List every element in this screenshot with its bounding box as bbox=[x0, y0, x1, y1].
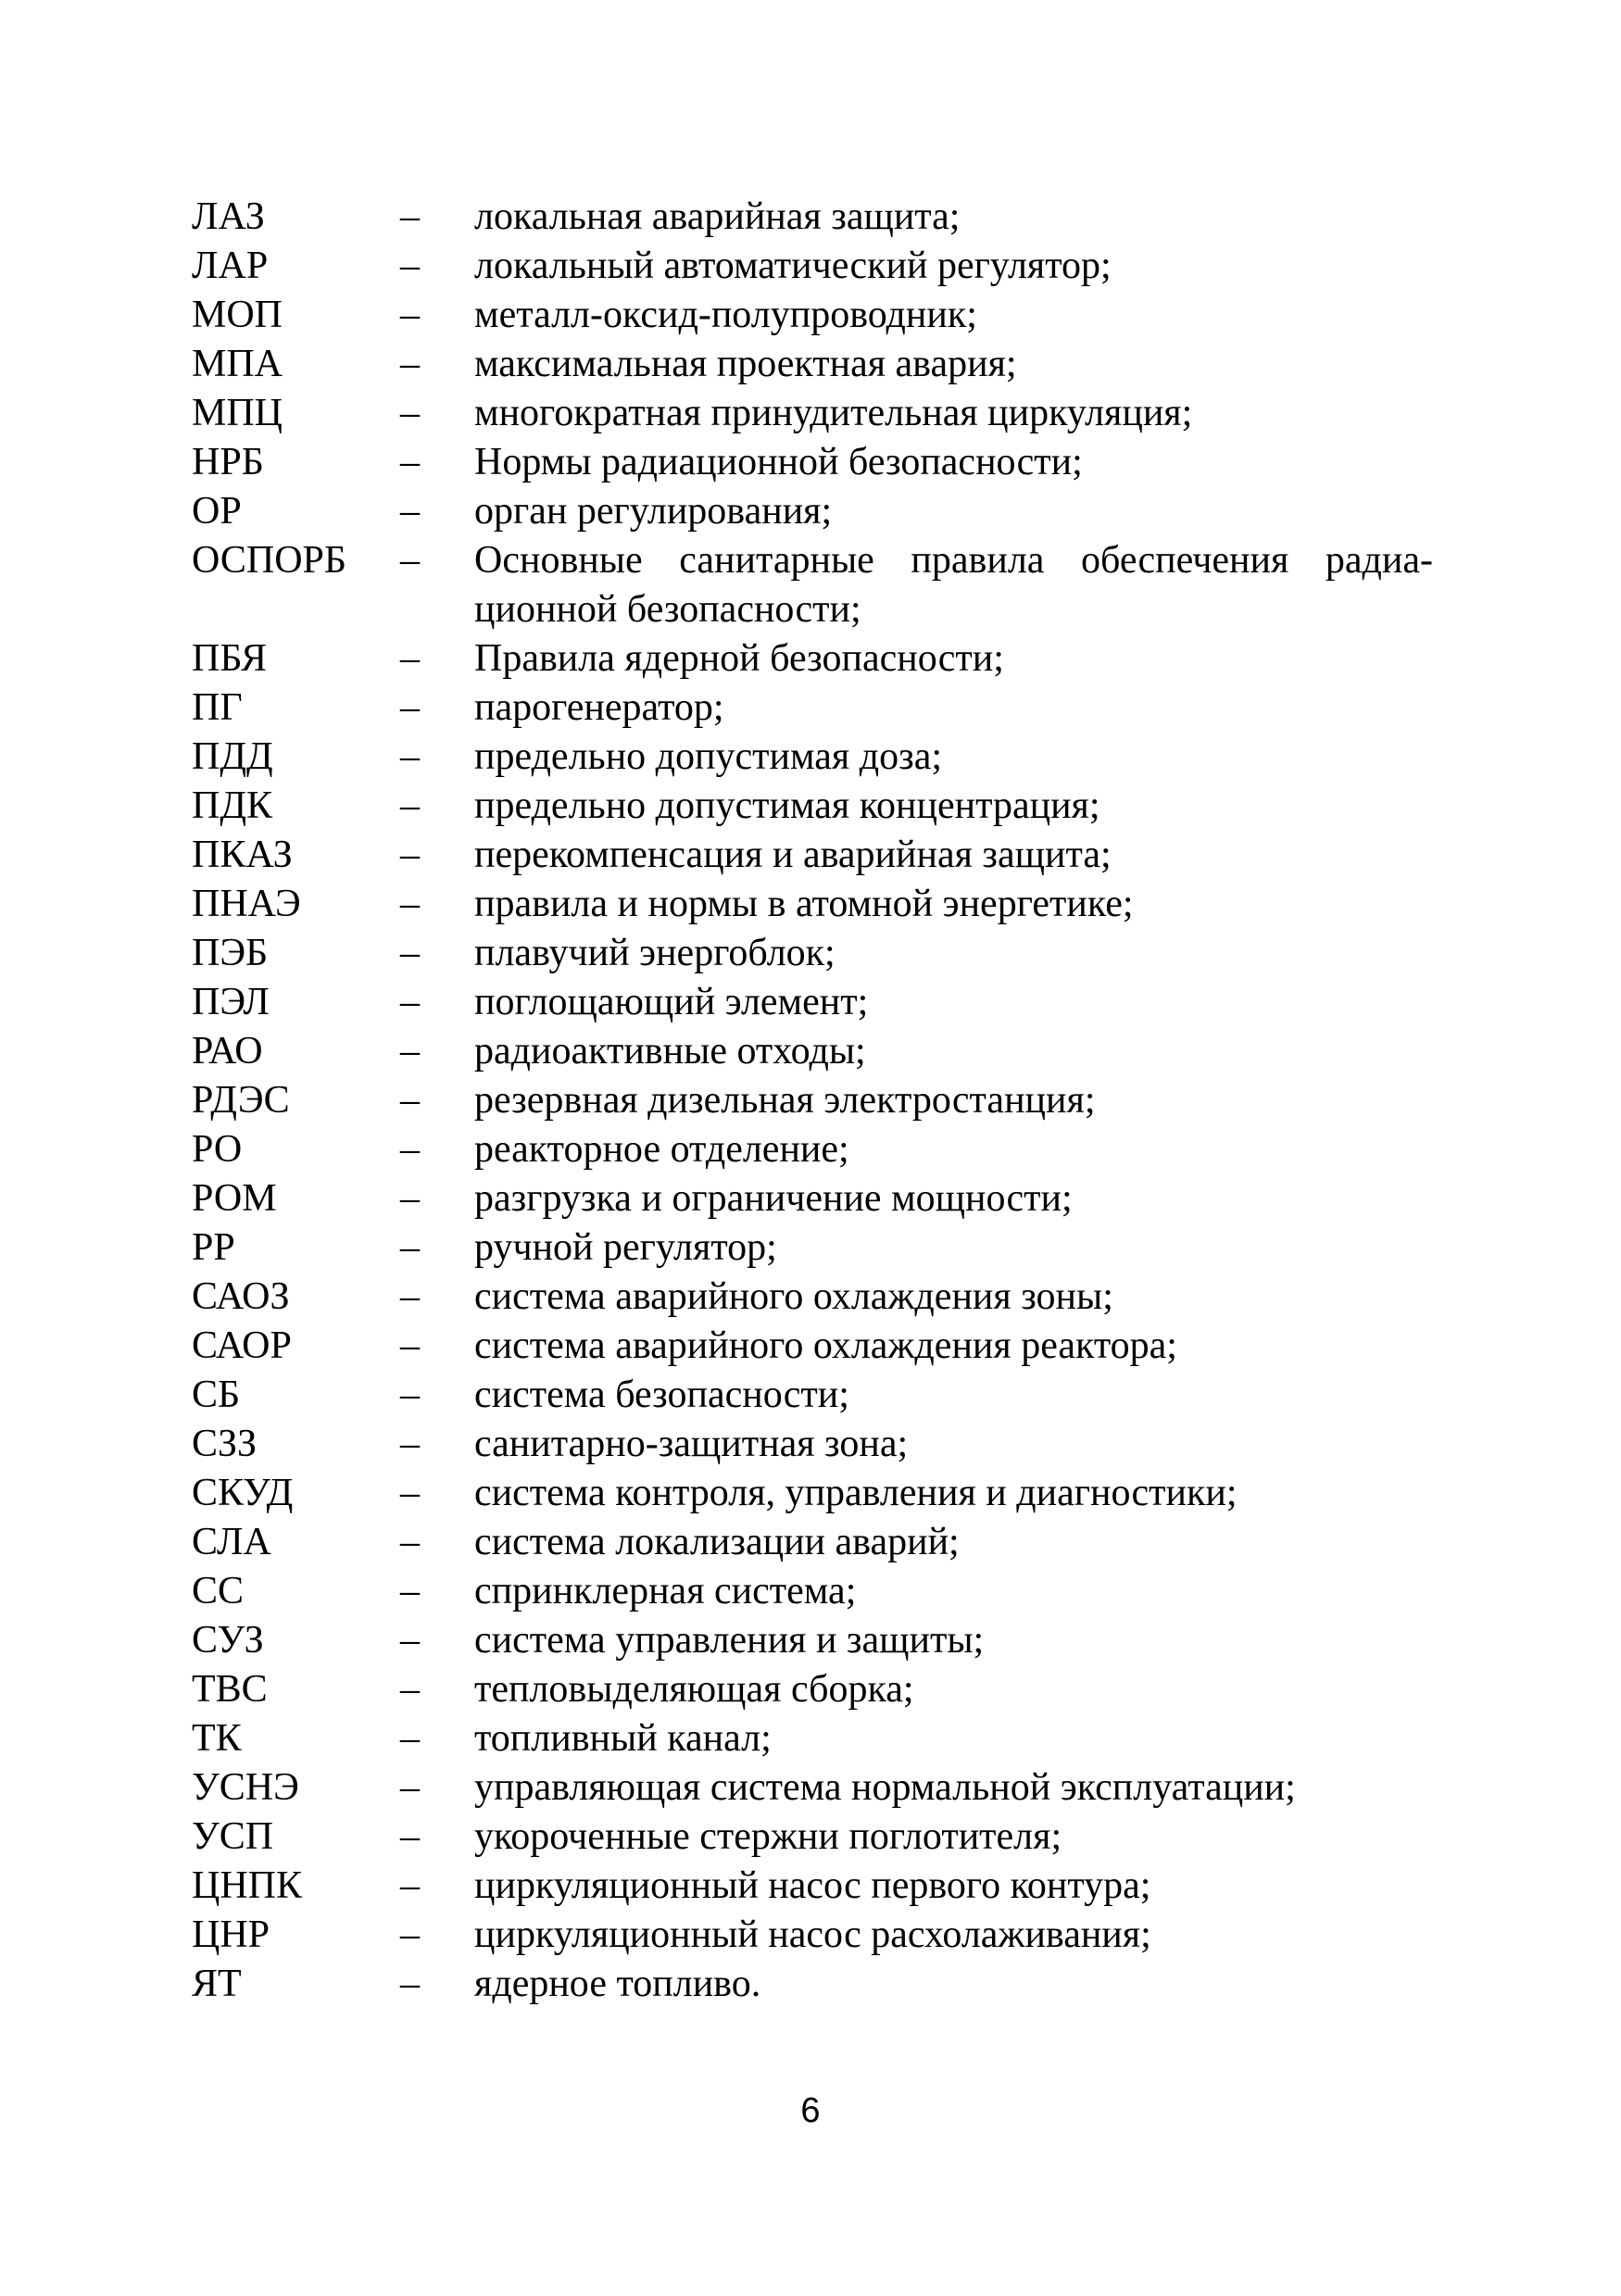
list-item bbox=[192, 929, 1433, 978]
list-item bbox=[192, 1714, 1433, 1763]
abbreviation-definition: резервная дизельная электростанция; bbox=[474, 1079, 1096, 1122]
list-item bbox=[192, 831, 1433, 880]
abbreviation-definition: система контроля, управления и диагностики; bbox=[474, 1472, 1238, 1514]
list-item bbox=[192, 1371, 1433, 1420]
abbreviation-definition: многократная принудительная циркуляция; bbox=[474, 392, 1193, 434]
definition-line: ционной безопасности; bbox=[474, 588, 861, 631]
abbreviation-term: РАО bbox=[192, 1030, 263, 1073]
abbreviation-term: СС bbox=[192, 1570, 245, 1612]
abbreviation-term: СУЗ bbox=[192, 1619, 264, 1662]
abbreviation-term: ПДД bbox=[192, 735, 273, 778]
abbreviation-term: САОЗ bbox=[192, 1275, 290, 1318]
dash-separator: – bbox=[400, 195, 420, 238]
abbreviation-term: СЛА bbox=[192, 1521, 271, 1563]
list-item bbox=[192, 1813, 1433, 1862]
abbreviation-term: ОСПОРБ bbox=[192, 539, 346, 582]
abbreviation-term: ЛАР bbox=[192, 245, 269, 287]
abbreviation-definition: предельно допустимая доза; bbox=[474, 735, 943, 778]
list-item bbox=[192, 880, 1433, 929]
dash-separator: – bbox=[400, 1570, 420, 1612]
abbreviation-term: ПГ bbox=[192, 686, 243, 729]
list-item bbox=[192, 1027, 1433, 1076]
list-item bbox=[192, 1273, 1433, 1322]
dash-separator: – bbox=[400, 1324, 420, 1367]
list-item bbox=[192, 1174, 1433, 1223]
abbreviation-term: ПЭЛ bbox=[192, 981, 270, 1023]
dash-separator: – bbox=[400, 1717, 420, 1760]
abbreviation-definition: система управления и защиты; bbox=[474, 1619, 985, 1662]
dash-separator: – bbox=[400, 245, 420, 287]
abbreviation-definition: парогенератор; bbox=[474, 686, 724, 729]
abbreviation-definition: циркуляционный насос первого контура; bbox=[474, 1864, 1151, 1907]
abbreviation-term: РР bbox=[192, 1226, 235, 1269]
abbreviation-term: МПЦ bbox=[192, 392, 283, 434]
abbreviation-term: УСП bbox=[192, 1815, 274, 1858]
list-item bbox=[192, 340, 1433, 389]
list-item bbox=[192, 684, 1433, 733]
abbreviation-definition: укороченные стержни поглотителя; bbox=[474, 1815, 1062, 1858]
abbreviation-definition: ядерное топливо. bbox=[474, 1963, 761, 2005]
abbreviation-term: РДЭС bbox=[192, 1079, 290, 1122]
list-item bbox=[192, 536, 1433, 634]
abbreviation-definition: орган регулирования; bbox=[474, 490, 833, 533]
abbreviation-definition: циркуляционный насос расхолаживания; bbox=[474, 1913, 1151, 1956]
abbreviation-term: ЦНПК bbox=[192, 1864, 303, 1907]
dash-separator: – bbox=[400, 1472, 420, 1514]
dash-separator: – bbox=[400, 1374, 420, 1416]
dash-separator: – bbox=[400, 1766, 420, 1809]
dash-separator: – bbox=[400, 490, 420, 533]
list-item bbox=[192, 1518, 1433, 1567]
abbreviation-term: РОМ bbox=[192, 1177, 277, 1220]
list-item bbox=[192, 1567, 1433, 1616]
list-item bbox=[192, 1420, 1433, 1469]
abbreviation-term: СКУД bbox=[192, 1472, 294, 1514]
list-item bbox=[192, 389, 1433, 438]
dash-separator: – bbox=[400, 1423, 420, 1465]
abbreviation-term: ЛАЗ bbox=[192, 195, 265, 238]
abbreviation-term: ПКАЗ bbox=[192, 834, 293, 876]
abbreviation-definition: система аварийного охлаждения реактора; bbox=[474, 1324, 1177, 1367]
list-item bbox=[192, 1322, 1433, 1371]
dash-separator: – bbox=[400, 1864, 420, 1907]
dash-separator: – bbox=[400, 932, 420, 974]
list-item bbox=[192, 1223, 1433, 1273]
dash-separator: – bbox=[400, 1275, 420, 1318]
abbreviation-definition: локальный автоматический регулятор; bbox=[474, 245, 1112, 287]
abbreviation-definition: металл-оксид-полупроводник; bbox=[474, 294, 977, 336]
dash-separator: – bbox=[400, 441, 420, 483]
list-item bbox=[192, 1763, 1433, 1813]
list-item bbox=[192, 1076, 1433, 1125]
abbreviation-definition: система аварийного охлаждения зоны; bbox=[474, 1275, 1113, 1318]
list-item bbox=[192, 782, 1433, 831]
abbreviation-definition: тепловыделяющая сборка; bbox=[474, 1668, 914, 1711]
abbreviation-term: ЯТ bbox=[192, 1963, 242, 2005]
abbreviation-definition: Нормы радиационной безопасности; bbox=[474, 441, 1083, 483]
abbreviation-term: СБ bbox=[192, 1374, 241, 1416]
abbreviation-term: МПА bbox=[192, 343, 283, 385]
abbreviation-term: ПЭБ bbox=[192, 932, 269, 974]
dash-separator: – bbox=[400, 1963, 420, 2005]
abbreviation-definition: реакторное отделение; bbox=[474, 1128, 849, 1171]
list-item bbox=[192, 634, 1433, 684]
list-item bbox=[192, 438, 1433, 487]
abbreviation-definition: Правила ядерной безопасности; bbox=[474, 637, 1004, 680]
abbreviation-term: ПНАЭ bbox=[192, 883, 301, 925]
abbreviation-term: ЦНР bbox=[192, 1913, 270, 1956]
list-item bbox=[192, 1665, 1433, 1714]
list-item bbox=[192, 1960, 1433, 2009]
dash-separator: – bbox=[400, 1619, 420, 1662]
dash-separator: – bbox=[400, 784, 420, 827]
abbreviation-term: ПДК bbox=[192, 784, 272, 827]
abbreviation-term: ПБЯ bbox=[192, 637, 268, 680]
dash-separator: – bbox=[400, 981, 420, 1023]
list-item bbox=[192, 291, 1433, 340]
dash-separator: – bbox=[400, 1177, 420, 1220]
abbreviation-definition: разгрузка и ограничение мощности; bbox=[474, 1177, 1073, 1220]
abbreviation-term: МОП bbox=[192, 294, 283, 336]
list-item bbox=[192, 242, 1433, 291]
list-item bbox=[192, 733, 1433, 782]
abbreviation-definition: локальная аварийная защита; bbox=[474, 195, 961, 238]
abbreviation-definition: система безопасности; bbox=[474, 1374, 849, 1416]
dash-separator: – bbox=[400, 1521, 420, 1563]
abbreviation-definition: радиоактивные отходы; bbox=[474, 1030, 866, 1073]
dash-separator: – bbox=[400, 1815, 420, 1858]
abbreviation-definition: система локализации аварий; bbox=[474, 1521, 960, 1563]
abbreviation-term: СЗЗ bbox=[192, 1423, 258, 1465]
dash-separator: – bbox=[400, 343, 420, 385]
abbreviation-term: САОР bbox=[192, 1324, 292, 1367]
list-item bbox=[192, 193, 1433, 242]
abbreviation-definition: правила и нормы в атомной энергетике; bbox=[474, 883, 1134, 925]
dash-separator: – bbox=[400, 1226, 420, 1269]
list-item bbox=[192, 1469, 1433, 1518]
abbreviation-definition: предельно допустимая концентрация; bbox=[474, 784, 1100, 827]
abbreviation-definition: ручной регулятор; bbox=[474, 1226, 777, 1269]
dash-separator: – bbox=[400, 883, 420, 925]
abbreviation-term: ТВС bbox=[192, 1668, 268, 1711]
list-item bbox=[192, 487, 1433, 536]
dash-separator: – bbox=[400, 539, 420, 582]
abbreviation-definition: поглощающий элемент; bbox=[474, 981, 869, 1023]
abbreviation-definition-multiline bbox=[474, 536, 1433, 634]
abbreviation-term: ОР bbox=[192, 490, 242, 533]
list-item bbox=[192, 1911, 1433, 1960]
abbreviation-term: РО bbox=[192, 1128, 243, 1171]
dash-separator: – bbox=[400, 392, 420, 434]
dash-separator: – bbox=[400, 1079, 420, 1122]
dash-separator: – bbox=[400, 686, 420, 729]
abbreviation-definition: плавучий энергоблок; bbox=[474, 932, 836, 974]
list-item bbox=[192, 978, 1433, 1027]
abbreviation-definition: управляющая система нормальной эксплуатации; bbox=[474, 1766, 1296, 1809]
abbreviation-list bbox=[192, 193, 1433, 2009]
dash-separator: – bbox=[400, 1128, 420, 1171]
dash-separator: – bbox=[400, 637, 420, 680]
abbreviation-definition: перекомпенсация и аварийная защита; bbox=[474, 834, 1112, 876]
abbreviation-term: ТК bbox=[192, 1717, 242, 1760]
page-number: 6 bbox=[800, 2091, 821, 2130]
definition-line: Основные санитарные правила обеспечения радиа- bbox=[474, 539, 1433, 582]
abbreviation-term: УСНЭ bbox=[192, 1766, 299, 1809]
abbreviation-definition: санитарно-защитная зона; bbox=[474, 1423, 909, 1465]
dash-separator: – bbox=[400, 1668, 420, 1711]
dash-separator: – bbox=[400, 1030, 420, 1073]
dash-separator: – bbox=[400, 294, 420, 336]
abbreviation-definition: спринклерная система; bbox=[474, 1570, 857, 1612]
dash-separator: – bbox=[400, 1913, 420, 1956]
list-item bbox=[192, 1125, 1433, 1174]
dash-separator: – bbox=[400, 834, 420, 876]
abbreviation-definition: максимальная проектная авария; bbox=[474, 343, 1017, 385]
list-item bbox=[192, 1616, 1433, 1665]
dash-separator: – bbox=[400, 735, 420, 778]
list-item bbox=[192, 1862, 1433, 1911]
abbreviation-term: НРБ bbox=[192, 441, 264, 483]
abbreviation-definition: топливный канал; bbox=[474, 1717, 772, 1760]
